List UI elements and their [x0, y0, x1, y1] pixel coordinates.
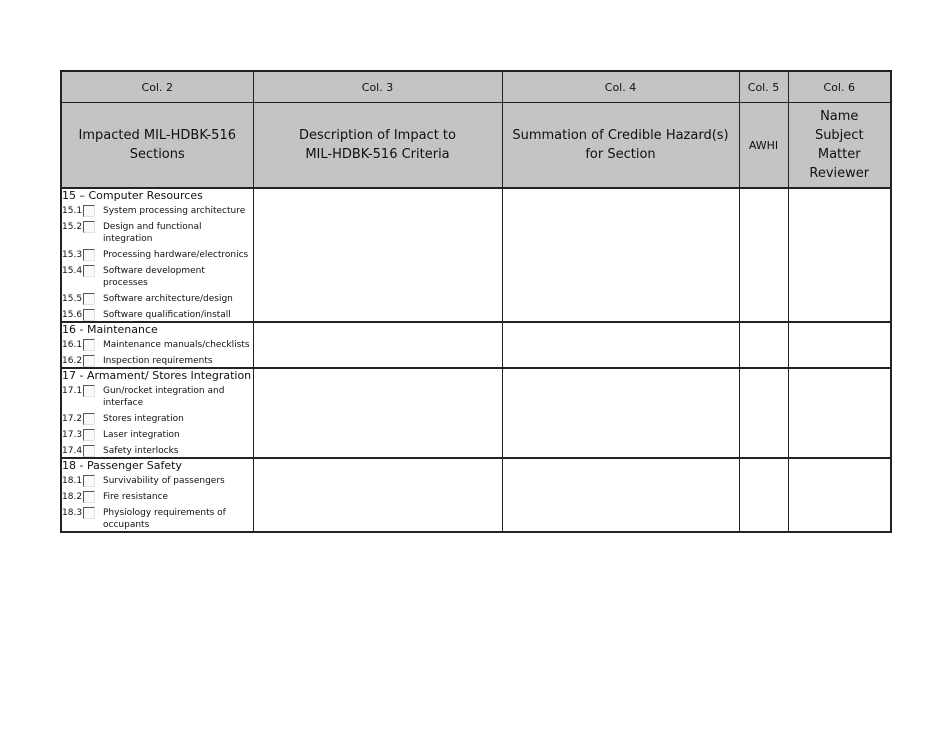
criteria-item — [62, 445, 253, 457]
item-number: 17.2 — [62, 414, 83, 424]
reviewer-header: Name Subject Matter Reviewer — [788, 103, 891, 189]
item-label: Software architecture/design — [103, 294, 233, 304]
section-row-15 — [61, 188, 891, 322]
item-label: Safety interlocks — [103, 446, 179, 456]
column-number-row — [61, 71, 891, 103]
item-checkbox[interactable] — [83, 221, 95, 233]
criteria-item — [62, 429, 253, 441]
item-label: Survivability of passengers — [103, 476, 225, 486]
awhi-cell[interactable] — [739, 458, 788, 532]
reviewer-cell[interactable] — [788, 188, 891, 322]
item-number: 15.6 — [62, 310, 83, 320]
hazard-summation-cell[interactable] — [502, 322, 739, 368]
item-number: 15.4 — [62, 266, 83, 276]
item-checkbox[interactable] — [83, 355, 95, 367]
item-checkbox[interactable] — [83, 309, 95, 321]
reviewer-cell[interactable] — [788, 322, 891, 368]
section-row-17 — [61, 368, 891, 458]
impacted-sections-header: Impacted MIL-HDBK-516 Sections — [61, 103, 253, 189]
criteria-item — [62, 355, 253, 367]
column-header-row — [61, 103, 891, 189]
reviewer-cell[interactable] — [788, 458, 891, 532]
criteria-item — [62, 413, 253, 425]
item-number: 18.2 — [62, 492, 83, 502]
item-label: Fire resistance — [103, 492, 169, 502]
item-number: 17.4 — [62, 446, 83, 456]
impact-description-header: Description of Impact to MIL-HDBK-516 Criteria — [253, 103, 502, 189]
section-cell — [61, 322, 253, 368]
hazard-summation-cell[interactable] — [502, 458, 739, 532]
criteria-item — [62, 205, 253, 217]
item-checkbox[interactable] — [83, 491, 95, 503]
criteria-item — [62, 385, 253, 409]
awhi-cell[interactable] — [739, 188, 788, 322]
hazard-summation-cell[interactable] — [502, 188, 739, 322]
item-label: Software qualification/install — [103, 310, 231, 320]
criteria-item — [62, 293, 253, 305]
impact-description-cell[interactable] — [253, 322, 502, 368]
impact-description-cell[interactable] — [253, 368, 502, 458]
criteria-item — [62, 475, 253, 487]
item-number: 15.5 — [62, 294, 83, 304]
item-checkbox[interactable] — [83, 429, 95, 441]
item-number: 15.1 — [62, 206, 83, 216]
item-checkbox[interactable] — [83, 507, 95, 519]
criteria-item — [62, 491, 253, 503]
section-cell — [61, 368, 253, 458]
item-checkbox[interactable] — [83, 205, 95, 217]
criteria-item — [62, 265, 253, 289]
item-number: 16.1 — [62, 340, 83, 350]
item-number: 17.1 — [62, 386, 83, 396]
col5-number: Col. 5 — [739, 71, 788, 103]
hazard-summation-header: Summation of Credible Hazard(s) for Section — [502, 103, 739, 189]
hazard-summation-cell[interactable] — [502, 368, 739, 458]
item-checkbox[interactable] — [83, 249, 95, 261]
item-checkbox[interactable] — [83, 385, 95, 397]
item-number: 18.1 — [62, 476, 83, 486]
item-label: Processing hardware/electronics — [103, 250, 249, 260]
item-label: System processing architecture — [103, 206, 246, 216]
reviewer-cell[interactable] — [788, 368, 891, 458]
item-number: 16.2 — [62, 356, 83, 366]
section-row-16 — [61, 322, 891, 368]
criteria-item — [62, 309, 253, 321]
col3-number: Col. 3 — [253, 71, 502, 103]
criteria-item — [62, 339, 253, 351]
item-label: Stores integration — [103, 414, 184, 424]
item-label: Gun/rocket integration and interface — [103, 386, 225, 408]
item-checkbox[interactable] — [83, 339, 95, 351]
col2-number: Col. 2 — [61, 71, 253, 103]
item-label: Design and functional integration — [103, 222, 202, 244]
hazard-assessment-table — [60, 70, 892, 533]
section-title: 16 - Maintenance — [62, 323, 158, 336]
item-label: Maintenance manuals/checklists — [103, 340, 250, 350]
section-title: 15 – Computer Resources — [62, 189, 203, 202]
impact-description-cell[interactable] — [253, 188, 502, 322]
item-checkbox[interactable] — [83, 265, 95, 277]
item-label: Inspection requirements — [103, 356, 213, 366]
col6-number: Col. 6 — [788, 71, 891, 103]
section-row-18 — [61, 458, 891, 532]
item-number: 15.3 — [62, 250, 83, 260]
criteria-item — [62, 249, 253, 261]
item-checkbox[interactable] — [83, 293, 95, 305]
item-label: Software development processes — [103, 266, 205, 288]
item-label: Laser integration — [103, 430, 180, 440]
col4-number: Col. 4 — [502, 71, 739, 103]
awhi-cell[interactable] — [739, 368, 788, 458]
section-cell — [61, 188, 253, 322]
criteria-item — [62, 507, 253, 531]
section-title: 18 - Passenger Safety — [62, 459, 182, 472]
item-number: 15.2 — [62, 222, 83, 232]
item-checkbox[interactable] — [83, 413, 95, 425]
item-checkbox[interactable] — [83, 445, 95, 457]
item-checkbox[interactable] — [83, 475, 95, 487]
item-number: 18.3 — [62, 508, 83, 518]
section-cell — [61, 458, 253, 532]
section-title: 17 - Armament/ Stores Integration — [62, 369, 252, 382]
criteria-item — [62, 221, 253, 245]
impact-description-cell[interactable] — [253, 458, 502, 532]
awhi-cell[interactable] — [739, 322, 788, 368]
item-label: Physiology requirements of occupants — [103, 508, 226, 530]
awhi-header: AWHI — [739, 103, 788, 189]
item-number: 17.3 — [62, 430, 83, 440]
